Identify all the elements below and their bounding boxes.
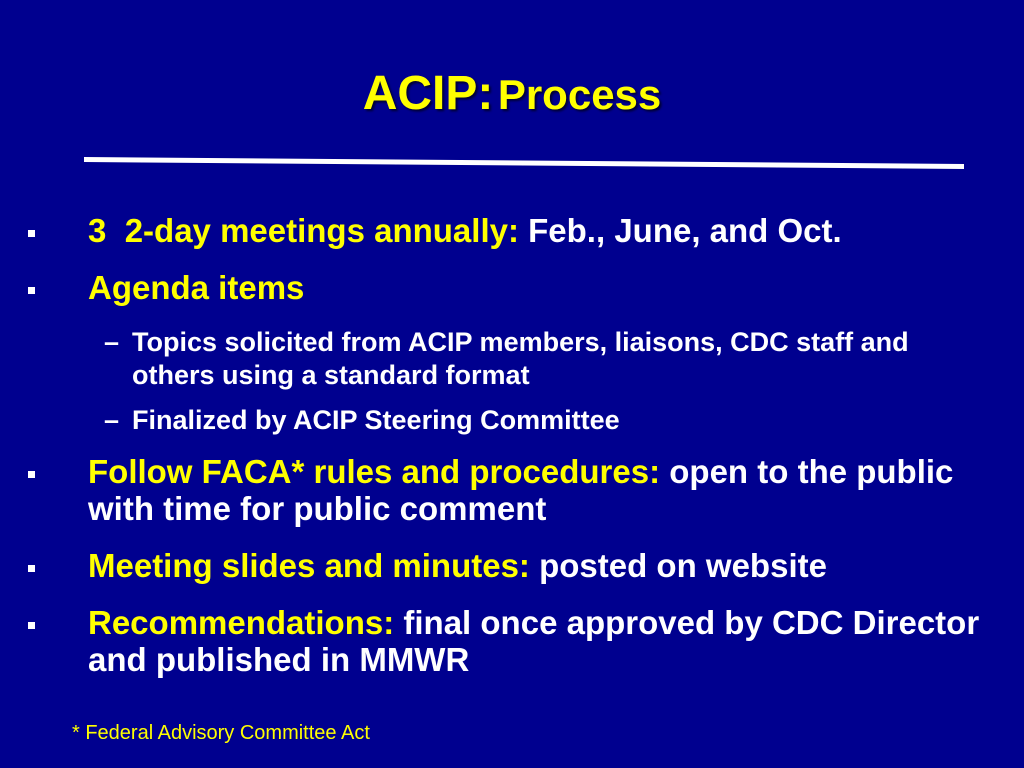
bullet-marker <box>28 287 35 294</box>
bullet-text: posted on website <box>539 547 827 584</box>
title-sub: Process <box>497 71 662 118</box>
sub-bullet-dash: – <box>104 327 120 357</box>
slide-title <box>0 66 1024 121</box>
bullet-marker <box>28 622 35 629</box>
bullet-agenda <box>0 269 1008 306</box>
bullet-marker <box>28 230 35 237</box>
bullet-slides <box>0 547 1008 584</box>
bullet-recommendations <box>0 604 1008 678</box>
bullet-highlight: Meeting slides and minutes: <box>88 547 530 584</box>
sub-bullet-finalized <box>0 404 982 437</box>
bullet-marker <box>28 471 35 478</box>
bullet-text: final once approved by CDC Director and published in MMWR <box>88 604 980 678</box>
bullet-text: Feb., June, and Oct. <box>528 212 842 249</box>
title-main: ACIP: <box>362 67 494 120</box>
footnote: * Federal Advisory Committee Act <box>72 722 370 744</box>
faint-watermark <box>356 692 666 744</box>
sub-bullet-text: Topics solicited from ACIP members, liaisons, CDC staff and others using a standard format <box>132 327 909 390</box>
sub-bullet-text: Finalized by ACIP Steering Committee <box>132 405 620 435</box>
bullet-highlight: Agenda items <box>88 269 305 306</box>
title-underline <box>0 148 1024 178</box>
bullet-highlight: Follow FACA* rules and procedures: <box>88 453 661 490</box>
bullet-highlight: Recommendations: <box>88 604 395 641</box>
bullet-faca <box>0 453 1008 527</box>
bullet-meetings <box>0 212 1008 249</box>
bullet-list <box>0 212 1024 678</box>
bullet-highlight: 3 2-day meetings annually: <box>88 212 519 249</box>
sub-bullet-topics <box>0 326 982 392</box>
sub-bullet-dash: – <box>104 405 120 435</box>
bullet-marker <box>28 565 35 572</box>
bullet-text: open to the public with time for public comment <box>88 453 954 527</box>
